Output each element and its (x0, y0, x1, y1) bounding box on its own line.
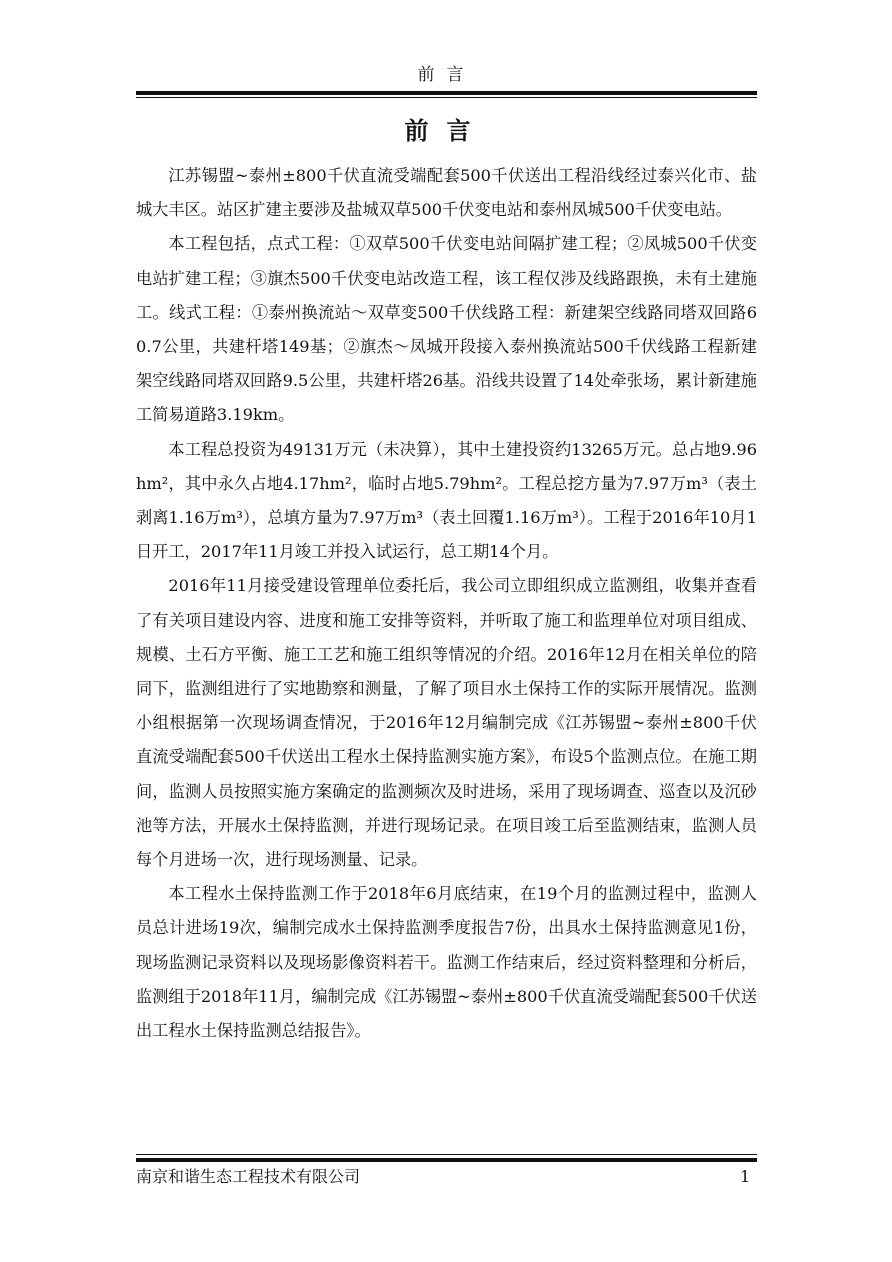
paragraph-4: 2016年11月接受建设管理单位委托后，我公司立即组织成立监测组，收集并查看了有关项目建设内容、进度和施工安排等资料，并听取了施工和监理单位对项目组成、规模、土石方平衡、施工工艺和施工组织等情况的介绍。2016年12月在相关单位的陪同下，监测组进行了实地勘察和测量，了解了项目水土保持工作的实际开展情况。监测小组根据第一次现场调查情况，于2016年12月编制完成《江苏锡盟~泰州±800千伏直流受端配套500千伏送出工程水土保持监测实施方案》，布设5个监测点位。在施工期间，监测人员按照实施方案确定的监测频次及时进场，采用了现场调查、巡查以及沉砂池等方法，开展水土保持监测，并进行现场记录。在项目竣工后至监测结束，监测人员每个月进场一次，进行现场测量、记录。 (136, 576, 757, 870)
paragraph-5: 本工程水土保持监测工作于2018年6月底结束，在19个月的监测过程中，监测人员总计进场19次，编制完成水土保持监测季度报告7份，出具水土保持监测意见1份，现场监测记录资料以及现场影像资料若干。监测工作结束后，经过资料整理和分析后，监测组于2018年11月，编制完成《江苏锡盟~泰州±800千伏直流受端配套500千伏送出工程水土保持监测总结报告》。 (136, 884, 757, 1041)
paragraph-3: 本工程总投资为49131万元（未决算），其中土建投资约13265万元。总占地9.96hm²，其中永久占地4.17hm²，临时占地5.79hm²。工程总挖方量为7.97万m³（表土剥离1.16万m³），总填方量为7.97万m³（表土回覆1.16万m³）。工程于2016年10月1日开工，2017年11月竣工并投入试运行，总工期14个月。 (136, 439, 757, 562)
page-number: 1 (740, 1167, 751, 1186)
header-rule-thin (136, 97, 757, 98)
footer-company-name: 南京和谐生态工程技术有限公司 (136, 1167, 361, 1186)
paragraph-1: 江苏锡盟~泰州±800千伏直流受端配套500千伏送出工程沿线经过泰兴化市、盐城大丰区。站区扩建主要涉及盐城双草500千伏变电站和泰州凤城500千伏变电站。 (136, 166, 757, 220)
footer-rule-thin (136, 1154, 757, 1155)
running-header-title: 前言 (417, 65, 476, 85)
paragraph-2: 本工程包括，点式工程：①双草500千伏变电站间隔扩建工程；②凤城500千伏变电站扩建工程；③旗杰500千伏变电站改造工程，该工程仅涉及线路跟换，未有土建施工。线式工程：①泰州换流站～双草变500千伏线路工程：新建架空线路同塔双回路60.7公里，共建杆塔149基；②旗杰～凤城开段接入泰州换流站500千伏线路工程新建架空线路同塔双回路9.5公里，共建杆塔26基。沿线共设置了14处牵张场，累计新建施工简易道路3.19km。 (136, 234, 757, 425)
header-rule-thick (136, 91, 757, 95)
footer-rule-thick (136, 1158, 757, 1162)
body-text (136, 159, 757, 1048)
page-title: 前言 (404, 116, 489, 145)
